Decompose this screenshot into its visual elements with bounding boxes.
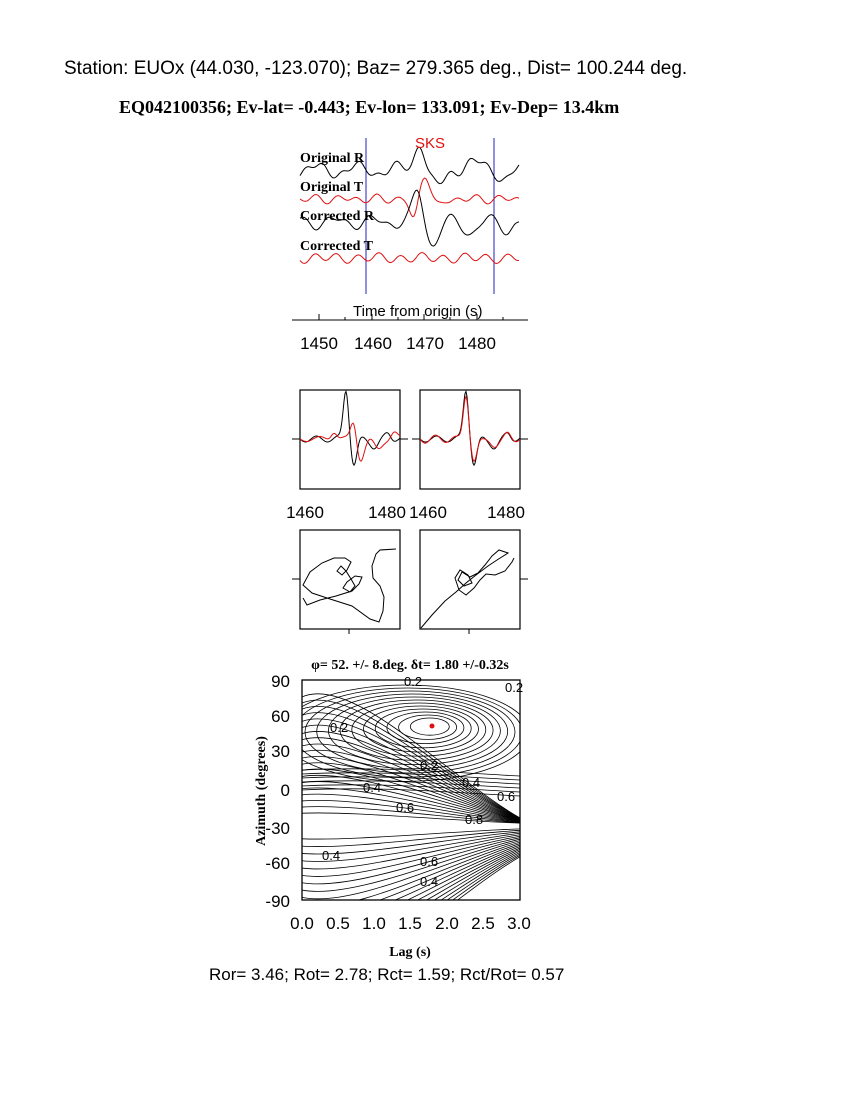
waveform-box-right	[409, 390, 528, 522]
contour-line	[302, 807, 560, 847]
contour-value-label: 0.2	[330, 720, 349, 735]
time-tick-label: 1460	[354, 334, 392, 353]
waveform-corrected-transverse	[420, 397, 520, 462]
lag-axis-label: Lag (s)	[389, 945, 431, 960]
contour-value-label: 0.4	[363, 780, 382, 795]
azimuth-tick-label: -90	[265, 892, 290, 911]
contour-line	[399, 715, 457, 739]
lag-tick-label: 0.5	[326, 914, 350, 933]
azimuth-tick-label: 60	[271, 707, 290, 726]
time-axis-label: Time from origin (s)	[353, 303, 483, 320]
wave-tick-label: 1480	[487, 503, 525, 522]
time-tick-label: 1480	[458, 334, 496, 353]
time-tick-label: 1470	[406, 334, 444, 353]
phase-label: SKS	[415, 135, 446, 152]
contour-line	[293, 688, 522, 777]
azimuth-tick-label: -60	[265, 854, 290, 873]
lag-tick-label: 1.0	[362, 914, 386, 933]
contour-value-label: 0.2	[420, 758, 439, 773]
particle-motion-path	[421, 550, 514, 628]
contour-panel	[254, 658, 560, 981]
contour-value-label: 0.8	[465, 812, 484, 827]
particle-motion-path	[303, 549, 396, 622]
contour-value-label: 0.2	[505, 680, 524, 695]
azimuth-tick-label: 0	[280, 781, 290, 800]
contour-value-label: 0.6	[497, 789, 516, 804]
wave-tick-label: 1460	[409, 503, 447, 522]
contour-value-label: 0.4	[322, 848, 341, 863]
station-header: Station: EUOx (44.030, -123.070); Baz= 279.365 deg., Dist= 100.244 deg.	[64, 58, 688, 79]
traces-panel	[292, 135, 528, 353]
waveform-box-left	[286, 390, 408, 522]
event-header: EQ042100356; Ev-lat= -0.443; Ev-lon= 133.091; Ev-Dep= 13.4km	[119, 97, 620, 117]
contour-value-label: 0.6	[396, 800, 415, 815]
azimuth-axis-label: Azimuth (degrees)	[254, 736, 269, 846]
contour-lines	[282, 685, 560, 981]
azimuth-tick-label: -30	[265, 819, 290, 838]
time-tick-label: 1450	[300, 334, 338, 353]
lag-tick-label: 3.0	[507, 914, 531, 933]
lag-tick-label: 0.0	[290, 914, 314, 933]
particle-motion-corrected	[420, 530, 528, 634]
best-fit-marker	[430, 724, 435, 729]
waveform-corrected-radial	[420, 391, 520, 465]
lag-tick-label: 1.5	[398, 914, 422, 933]
azimuth-tick-label: 90	[271, 672, 290, 691]
particle-motion-original	[292, 530, 400, 634]
trace-label: Corrected T	[300, 239, 373, 254]
lag-tick-label: 2.0	[435, 914, 459, 933]
contour-value-label: 0.4	[420, 874, 439, 889]
contour-line	[302, 813, 560, 839]
wave-tick-label: 1460	[286, 503, 324, 522]
trace-label: Corrected R	[300, 209, 374, 224]
contour-value-label: 0.4	[462, 775, 481, 790]
contour-value-label: 0.2	[404, 674, 423, 689]
contour-value-label: 0.6	[420, 854, 439, 869]
trace-label: Original T	[300, 180, 364, 195]
trace-corrected-t	[300, 253, 519, 264]
ratio-summary: Ror= 3.46; Rot= 2.78; Rct= 1.59; Rct/Rot= 0.57	[209, 965, 565, 984]
contour-line	[302, 794, 560, 861]
wave-tick-label: 1480	[368, 503, 406, 522]
trace-label: Original R	[300, 151, 365, 166]
contour-title: φ= 52. +/- 8.deg. δt= 1.80 +/-0.32s	[311, 658, 509, 673]
contour-line	[302, 694, 560, 981]
azimuth-tick-label: 30	[271, 742, 290, 761]
lag-tick-label: 2.5	[471, 914, 495, 933]
